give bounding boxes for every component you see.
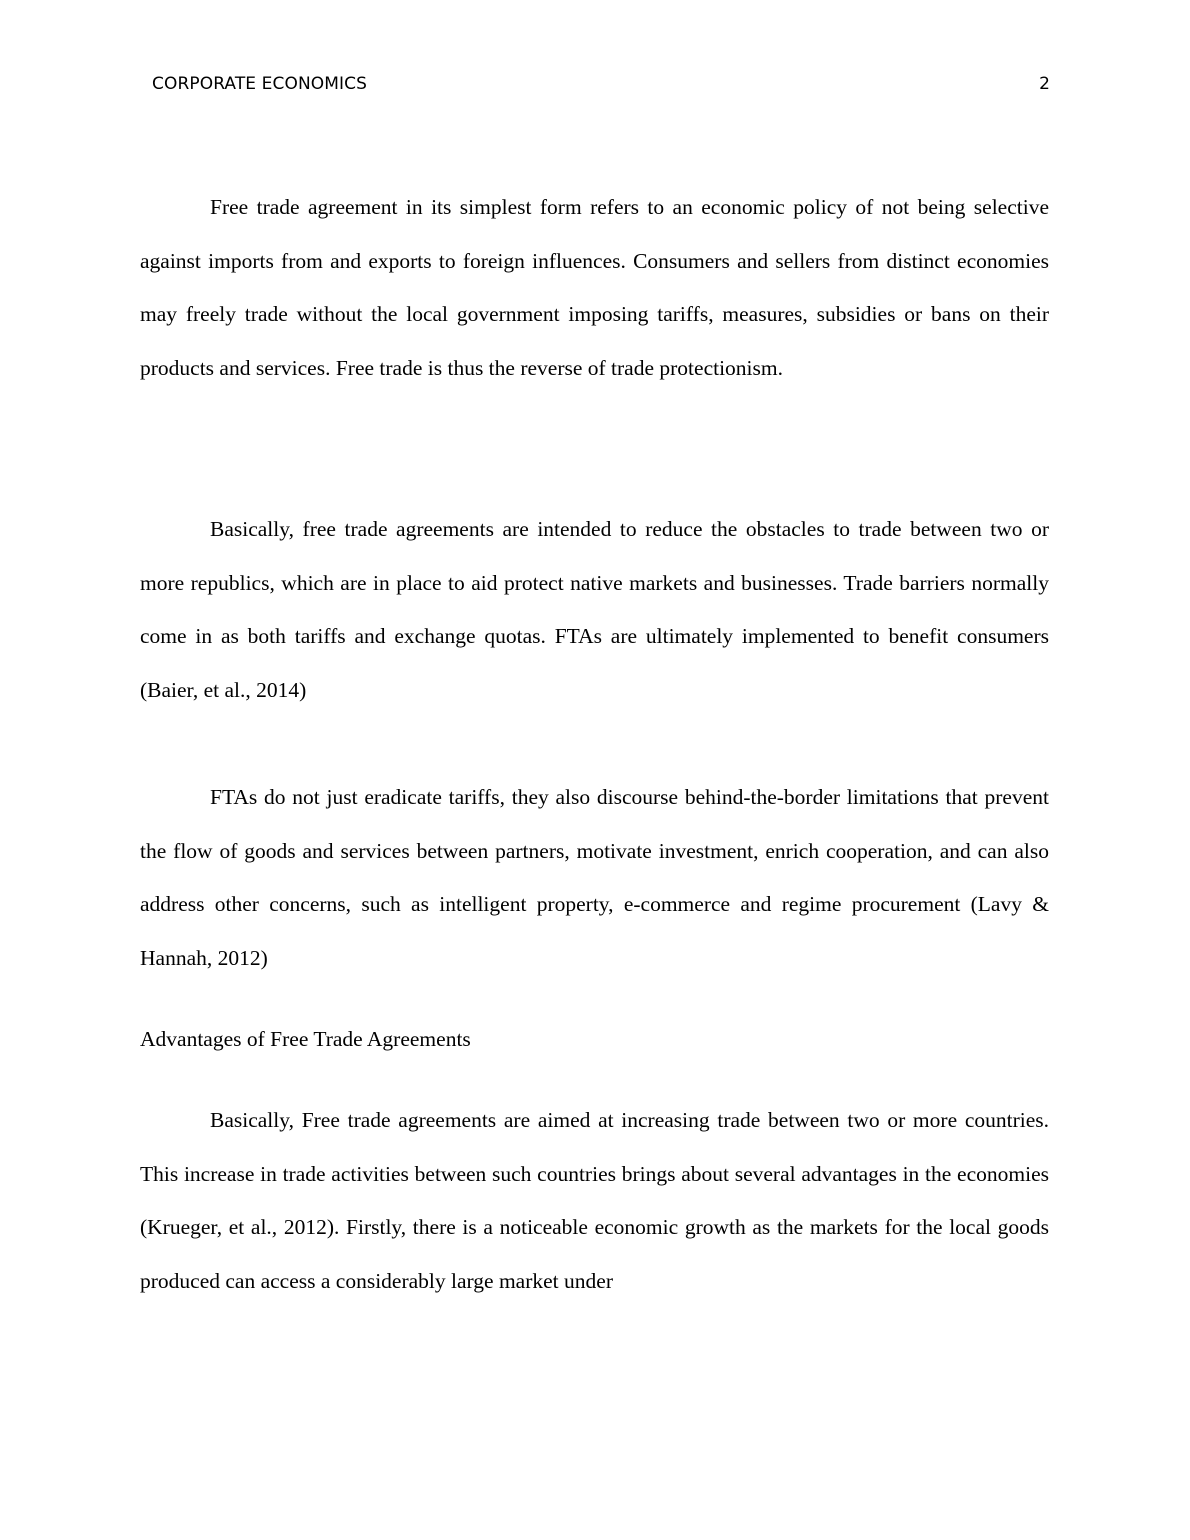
paragraph-purpose: Basically, free trade agreements are intended to reduce the obstacles to trade between two or more republics, which are in place to aid protect native markets and businesses. Trade barriers normally come in as both tariffs and exchange quotas. FTAs are ultimately implemented to benefit consumers (Baier, et al., 2014) [140, 517, 1049, 703]
paragraph-advantages: Basically, Free trade agreements are aimed at increasing trade between two or more countries. This increase in trade activities between such countries brings about several advantages in the economies (Krueger, et al., 2012). Firstly, there is a noticeable economic growth as the markets for the local goods produced can access a considerably large market under [140, 1108, 1049, 1294]
running-head: CORPORATE ECONOMICS [152, 74, 367, 94]
section-heading: Advantages of Free Trade Agreements [140, 1027, 471, 1051]
page-number: 2 [1039, 74, 1050, 94]
paragraph-scope: FTAs do not just eradicate tariffs, they also discourse behind-the-border limitations that prevent the flow of goods and services between partners, motivate investment, enrich cooperation, and can also address other concerns, such as intelligent property, e-commerce and regime procurement (Lavy & Hannah, 2012) [140, 785, 1049, 971]
paragraph-definition: Free trade agreement in its simplest form refers to an economic policy of not being selective against imports from and exports to foreign influences. Consumers and sellers from distinct economies may freely trade without the local government imposing tariffs, measures, subsidies or bans on their products and services. Free trade is thus the reverse of trade protectionism. [140, 195, 1049, 381]
